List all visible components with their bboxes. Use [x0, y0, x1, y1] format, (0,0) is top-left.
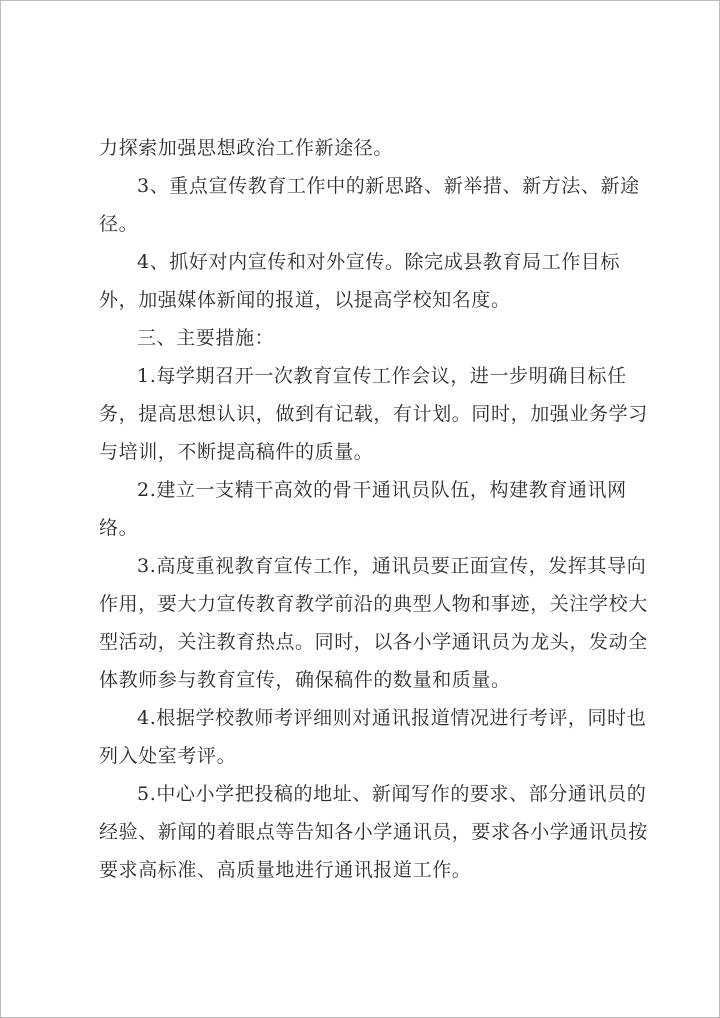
paragraph-measure-5 [99, 775, 659, 889]
text-line: 经验、新闻的着眼点等告知各小学通讯员，要求各小学通讯员按 [99, 821, 648, 843]
paragraph-measure-3 [99, 547, 659, 699]
text-line: 5.中心小学把投稿的地址、新闻写作的要求、部分通讯员的 [137, 783, 647, 805]
text-line: 务，提高思想认识，做到有记载，有计划。同时，加强业务学习 [99, 403, 648, 425]
text-line: 作用，要大力宣传教育教学前沿的典型人物和事迹，关注学校大 [99, 593, 648, 615]
text-line: 要求高标准、高质量地进行通讯报道工作。 [99, 859, 472, 881]
paragraph-measure-1 [99, 357, 659, 471]
section-heading-measures [99, 319, 659, 357]
paragraph-measure-2 [99, 471, 659, 547]
text-line: 3.高度重视教育宣传工作，通讯员要正面宣传，发挥其导向 [137, 555, 647, 577]
text-line: 型活动，关注教育热点。同时，以各小学通讯员为龙头，发动全 [99, 631, 648, 653]
text-line: 1.每学期召开一次教育宣传工作会议，进一步明确目标任 [137, 365, 627, 387]
text-line: 4.根据学校教师考评细则对通讯报道情况进行考评，同时也 [137, 707, 647, 729]
paragraph-measure-4 [99, 699, 659, 775]
text-line: 3、重点宣传教育工作中的新思路、新举措、新方法、新途 [137, 175, 640, 197]
text-line: 径。 [99, 213, 139, 235]
text-line: 2.建立一支精干高效的骨干通讯员队伍，构建教育通讯网 [137, 479, 627, 501]
document-body [99, 129, 659, 889]
text-line: 力探索加强思想政治工作新途径。 [99, 137, 394, 159]
paragraph-item-3 [99, 167, 659, 243]
paragraph-item-4 [99, 243, 659, 319]
text-line: 络。 [99, 517, 139, 539]
text-line: 与培训，不断提高稿件的质量。 [99, 441, 374, 463]
text-line: 体教师参与教育宣传，确保稿件的数量和质量。 [99, 669, 511, 691]
text-line: 列入处室考评。 [99, 745, 237, 767]
text-line: 三、主要措施： [137, 327, 275, 349]
text-line: 4、抓好对内宣传和对外宣传。除完成县教育局工作目标 [137, 251, 621, 273]
text-line: 外，加强媒体新闻的报道，以提高学校知名度。 [99, 289, 511, 311]
paragraph-continuation [99, 129, 659, 167]
